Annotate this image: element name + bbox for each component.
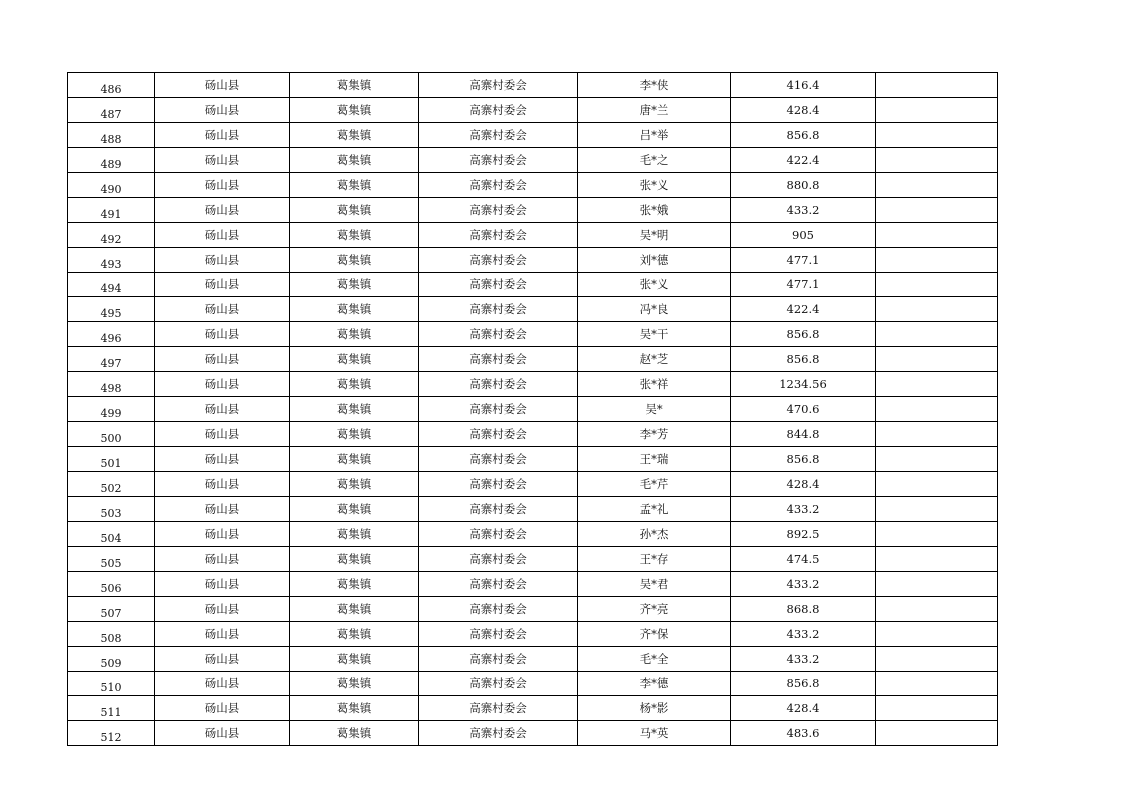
row-number-cell: 490 bbox=[68, 172, 155, 197]
note-cell bbox=[876, 147, 998, 172]
table-row bbox=[68, 122, 998, 147]
table-body bbox=[68, 73, 998, 746]
town-cell: 葛集镇 bbox=[290, 172, 419, 197]
town-cell: 葛集镇 bbox=[290, 621, 419, 646]
county-cell: 砀山县 bbox=[155, 571, 290, 596]
county-cell: 砀山县 bbox=[155, 122, 290, 147]
village-cell: 高寨村委会 bbox=[419, 73, 578, 98]
county-cell: 砀山县 bbox=[155, 247, 290, 272]
note-cell bbox=[876, 546, 998, 571]
town-cell: 葛集镇 bbox=[290, 197, 419, 222]
table-row bbox=[68, 696, 998, 721]
table-row bbox=[68, 322, 998, 347]
table-row bbox=[68, 347, 998, 372]
amount-cell: 905 bbox=[731, 222, 876, 247]
village-cell: 高寨村委会 bbox=[419, 671, 578, 696]
county-cell: 砀山县 bbox=[155, 172, 290, 197]
village-cell: 高寨村委会 bbox=[419, 422, 578, 447]
amount-cell: 856.8 bbox=[731, 347, 876, 372]
note-cell bbox=[876, 721, 998, 746]
village-cell: 高寨村委会 bbox=[419, 546, 578, 571]
note-cell bbox=[876, 97, 998, 122]
amount-cell: 433.2 bbox=[731, 571, 876, 596]
amount-cell: 477.1 bbox=[731, 272, 876, 297]
table-row bbox=[68, 272, 998, 297]
amount-cell: 880.8 bbox=[731, 172, 876, 197]
row-number-cell: 495 bbox=[68, 297, 155, 322]
county-cell: 砀山县 bbox=[155, 546, 290, 571]
row-number-cell: 504 bbox=[68, 521, 155, 546]
amount-cell: 856.8 bbox=[731, 447, 876, 472]
town-cell: 葛集镇 bbox=[290, 73, 419, 98]
name-cell: 吴*明 bbox=[578, 222, 731, 247]
note-cell bbox=[876, 197, 998, 222]
table-row bbox=[68, 721, 998, 746]
name-cell: 吴*干 bbox=[578, 322, 731, 347]
note-cell bbox=[876, 696, 998, 721]
table-row bbox=[68, 447, 998, 472]
amount-cell: 428.4 bbox=[731, 696, 876, 721]
note-cell bbox=[876, 646, 998, 671]
village-cell: 高寨村委会 bbox=[419, 322, 578, 347]
name-cell: 张*义 bbox=[578, 172, 731, 197]
table-row bbox=[68, 73, 998, 98]
row-number-cell: 499 bbox=[68, 397, 155, 422]
name-cell: 王*瑞 bbox=[578, 447, 731, 472]
town-cell: 葛集镇 bbox=[290, 496, 419, 521]
town-cell: 葛集镇 bbox=[290, 696, 419, 721]
name-cell: 李*芳 bbox=[578, 422, 731, 447]
table-row bbox=[68, 546, 998, 571]
name-cell: 毛*之 bbox=[578, 147, 731, 172]
town-cell: 葛集镇 bbox=[290, 472, 419, 497]
county-cell: 砀山县 bbox=[155, 97, 290, 122]
town-cell: 葛集镇 bbox=[290, 546, 419, 571]
village-cell: 高寨村委会 bbox=[419, 646, 578, 671]
name-cell: 吴* bbox=[578, 397, 731, 422]
row-number-cell: 486 bbox=[68, 73, 155, 98]
village-cell: 高寨村委会 bbox=[419, 472, 578, 497]
county-cell: 砀山县 bbox=[155, 646, 290, 671]
town-cell: 葛集镇 bbox=[290, 122, 419, 147]
county-cell: 砀山县 bbox=[155, 496, 290, 521]
table-row bbox=[68, 621, 998, 646]
county-cell: 砀山县 bbox=[155, 596, 290, 621]
amount-cell: 1234.56 bbox=[731, 372, 876, 397]
town-cell: 葛集镇 bbox=[290, 147, 419, 172]
note-cell bbox=[876, 496, 998, 521]
note-cell bbox=[876, 73, 998, 98]
table-row bbox=[68, 397, 998, 422]
county-cell: 砀山县 bbox=[155, 147, 290, 172]
table-row bbox=[68, 197, 998, 222]
village-cell: 高寨村委会 bbox=[419, 521, 578, 546]
name-cell: 李*德 bbox=[578, 671, 731, 696]
amount-cell: 422.4 bbox=[731, 297, 876, 322]
amount-cell: 477.1 bbox=[731, 247, 876, 272]
village-cell: 高寨村委会 bbox=[419, 97, 578, 122]
village-cell: 高寨村委会 bbox=[419, 247, 578, 272]
row-number-cell: 496 bbox=[68, 322, 155, 347]
note-cell bbox=[876, 172, 998, 197]
amount-cell: 428.4 bbox=[731, 97, 876, 122]
town-cell: 葛集镇 bbox=[290, 571, 419, 596]
row-number-cell: 502 bbox=[68, 472, 155, 497]
row-number-cell: 488 bbox=[68, 122, 155, 147]
town-cell: 葛集镇 bbox=[290, 272, 419, 297]
county-cell: 砀山县 bbox=[155, 73, 290, 98]
name-cell: 张*祥 bbox=[578, 372, 731, 397]
amount-cell: 433.2 bbox=[731, 496, 876, 521]
table-row bbox=[68, 97, 998, 122]
note-cell bbox=[876, 247, 998, 272]
amount-cell: 868.8 bbox=[731, 596, 876, 621]
row-number-cell: 493 bbox=[68, 247, 155, 272]
amount-cell: 483.6 bbox=[731, 721, 876, 746]
county-cell: 砀山县 bbox=[155, 447, 290, 472]
name-cell: 孟*礼 bbox=[578, 496, 731, 521]
name-cell: 王*存 bbox=[578, 546, 731, 571]
town-cell: 葛集镇 bbox=[290, 97, 419, 122]
note-cell bbox=[876, 472, 998, 497]
row-number-cell: 509 bbox=[68, 646, 155, 671]
village-cell: 高寨村委会 bbox=[419, 197, 578, 222]
note-cell bbox=[876, 372, 998, 397]
name-cell: 冯*良 bbox=[578, 297, 731, 322]
name-cell: 唐*兰 bbox=[578, 97, 731, 122]
note-cell bbox=[876, 422, 998, 447]
table-row bbox=[68, 297, 998, 322]
town-cell: 葛集镇 bbox=[290, 372, 419, 397]
note-cell bbox=[876, 596, 998, 621]
village-cell: 高寨村委会 bbox=[419, 272, 578, 297]
table-row bbox=[68, 422, 998, 447]
village-cell: 高寨村委会 bbox=[419, 621, 578, 646]
county-cell: 砀山县 bbox=[155, 671, 290, 696]
amount-cell: 474.5 bbox=[731, 546, 876, 571]
row-number-cell: 503 bbox=[68, 496, 155, 521]
village-cell: 高寨村委会 bbox=[419, 372, 578, 397]
row-number-cell: 494 bbox=[68, 272, 155, 297]
village-cell: 高寨村委会 bbox=[419, 222, 578, 247]
name-cell: 毛*芹 bbox=[578, 472, 731, 497]
name-cell: 李*侠 bbox=[578, 73, 731, 98]
town-cell: 葛集镇 bbox=[290, 297, 419, 322]
county-cell: 砀山县 bbox=[155, 621, 290, 646]
village-cell: 高寨村委会 bbox=[419, 721, 578, 746]
amount-cell: 433.2 bbox=[731, 197, 876, 222]
village-cell: 高寨村委会 bbox=[419, 397, 578, 422]
name-cell: 吴*君 bbox=[578, 571, 731, 596]
note-cell bbox=[876, 671, 998, 696]
row-number-cell: 489 bbox=[68, 147, 155, 172]
row-number-cell: 506 bbox=[68, 571, 155, 596]
table-row bbox=[68, 147, 998, 172]
town-cell: 葛集镇 bbox=[290, 646, 419, 671]
note-cell bbox=[876, 322, 998, 347]
town-cell: 葛集镇 bbox=[290, 397, 419, 422]
town-cell: 葛集镇 bbox=[290, 247, 419, 272]
row-number-cell: 487 bbox=[68, 97, 155, 122]
table-row bbox=[68, 496, 998, 521]
row-number-cell: 510 bbox=[68, 671, 155, 696]
name-cell: 马*英 bbox=[578, 721, 731, 746]
note-cell bbox=[876, 571, 998, 596]
name-cell: 齐*保 bbox=[578, 621, 731, 646]
town-cell: 葛集镇 bbox=[290, 347, 419, 372]
village-cell: 高寨村委会 bbox=[419, 297, 578, 322]
village-cell: 高寨村委会 bbox=[419, 147, 578, 172]
amount-cell: 416.4 bbox=[731, 73, 876, 98]
county-cell: 砀山县 bbox=[155, 322, 290, 347]
village-cell: 高寨村委会 bbox=[419, 172, 578, 197]
town-cell: 葛集镇 bbox=[290, 422, 419, 447]
county-cell: 砀山县 bbox=[155, 472, 290, 497]
town-cell: 葛集镇 bbox=[290, 222, 419, 247]
name-cell: 赵*芝 bbox=[578, 347, 731, 372]
amount-cell: 433.2 bbox=[731, 621, 876, 646]
note-cell bbox=[876, 122, 998, 147]
town-cell: 葛集镇 bbox=[290, 447, 419, 472]
amount-cell: 844.8 bbox=[731, 422, 876, 447]
county-cell: 砀山县 bbox=[155, 347, 290, 372]
county-cell: 砀山县 bbox=[155, 696, 290, 721]
county-cell: 砀山县 bbox=[155, 372, 290, 397]
village-cell: 高寨村委会 bbox=[419, 696, 578, 721]
row-number-cell: 511 bbox=[68, 696, 155, 721]
village-cell: 高寨村委会 bbox=[419, 571, 578, 596]
table-row bbox=[68, 247, 998, 272]
amount-cell: 892.5 bbox=[731, 521, 876, 546]
table-row bbox=[68, 646, 998, 671]
town-cell: 葛集镇 bbox=[290, 596, 419, 621]
table-row bbox=[68, 596, 998, 621]
row-number-cell: 508 bbox=[68, 621, 155, 646]
village-cell: 高寨村委会 bbox=[419, 496, 578, 521]
table-row bbox=[68, 372, 998, 397]
data-table bbox=[67, 72, 998, 746]
name-cell: 孙*杰 bbox=[578, 521, 731, 546]
amount-cell: 856.8 bbox=[731, 671, 876, 696]
row-number-cell: 497 bbox=[68, 347, 155, 372]
note-cell bbox=[876, 521, 998, 546]
village-cell: 高寨村委会 bbox=[419, 447, 578, 472]
town-cell: 葛集镇 bbox=[290, 322, 419, 347]
village-cell: 高寨村委会 bbox=[419, 122, 578, 147]
amount-cell: 422.4 bbox=[731, 147, 876, 172]
name-cell: 吕*举 bbox=[578, 122, 731, 147]
county-cell: 砀山县 bbox=[155, 721, 290, 746]
village-cell: 高寨村委会 bbox=[419, 596, 578, 621]
town-cell: 葛集镇 bbox=[290, 721, 419, 746]
name-cell: 杨*影 bbox=[578, 696, 731, 721]
note-cell bbox=[876, 397, 998, 422]
county-cell: 砀山县 bbox=[155, 422, 290, 447]
name-cell: 张*娥 bbox=[578, 197, 731, 222]
village-cell: 高寨村委会 bbox=[419, 347, 578, 372]
row-number-cell: 507 bbox=[68, 596, 155, 621]
county-cell: 砀山县 bbox=[155, 397, 290, 422]
note-cell bbox=[876, 347, 998, 372]
table-row bbox=[68, 671, 998, 696]
note-cell bbox=[876, 222, 998, 247]
row-number-cell: 492 bbox=[68, 222, 155, 247]
table-row bbox=[68, 571, 998, 596]
county-cell: 砀山县 bbox=[155, 222, 290, 247]
table-row bbox=[68, 172, 998, 197]
row-number-cell: 505 bbox=[68, 546, 155, 571]
row-number-cell: 512 bbox=[68, 721, 155, 746]
name-cell: 毛*全 bbox=[578, 646, 731, 671]
county-cell: 砀山县 bbox=[155, 521, 290, 546]
amount-cell: 856.8 bbox=[731, 322, 876, 347]
table-row bbox=[68, 472, 998, 497]
amount-cell: 470.6 bbox=[731, 397, 876, 422]
note-cell bbox=[876, 621, 998, 646]
table-row bbox=[68, 521, 998, 546]
table-row bbox=[68, 222, 998, 247]
name-cell: 刘*德 bbox=[578, 247, 731, 272]
note-cell bbox=[876, 297, 998, 322]
row-number-cell: 498 bbox=[68, 372, 155, 397]
note-cell bbox=[876, 447, 998, 472]
amount-cell: 433.2 bbox=[731, 646, 876, 671]
town-cell: 葛集镇 bbox=[290, 521, 419, 546]
county-cell: 砀山县 bbox=[155, 297, 290, 322]
note-cell bbox=[876, 272, 998, 297]
amount-cell: 428.4 bbox=[731, 472, 876, 497]
row-number-cell: 491 bbox=[68, 197, 155, 222]
amount-cell: 856.8 bbox=[731, 122, 876, 147]
row-number-cell: 501 bbox=[68, 447, 155, 472]
name-cell: 齐*亮 bbox=[578, 596, 731, 621]
town-cell: 葛集镇 bbox=[290, 671, 419, 696]
row-number-cell: 500 bbox=[68, 422, 155, 447]
county-cell: 砀山县 bbox=[155, 197, 290, 222]
county-cell: 砀山县 bbox=[155, 272, 290, 297]
name-cell: 张*义 bbox=[578, 272, 731, 297]
